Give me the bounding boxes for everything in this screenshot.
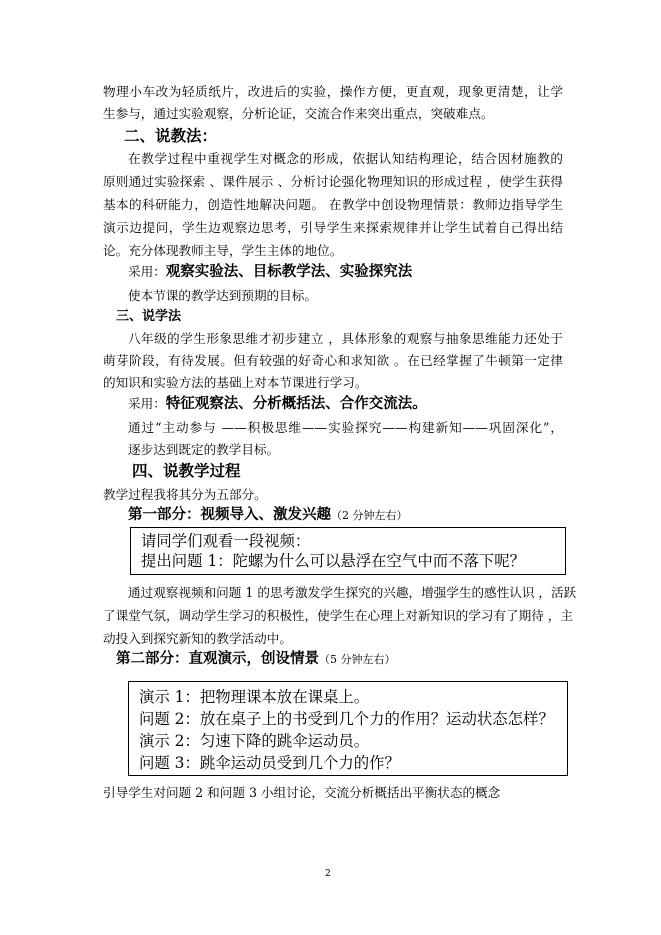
part1-title-line bbox=[128, 507, 588, 524]
part2-time: （5 分钟左右） bbox=[319, 653, 396, 666]
part2-box-line-1: 演示 1：把物理课本放在课桌上。 bbox=[139, 688, 370, 706]
page-number: 2 bbox=[325, 869, 331, 879]
part2-box-line-4: 问题 3：跳伞运动员受到几个力的作？ bbox=[139, 754, 400, 772]
section3-method-prefix: 采用： bbox=[128, 396, 166, 411]
part2-title: 第二部分：直观演示，创设情景 bbox=[116, 650, 319, 667]
part1-box-line-2: 提出问题 1：陀螺为什么可以悬浮在空气中而不落下呢？ bbox=[141, 552, 526, 570]
intro-line-2: 生参与，通过实验观察，分析论证，交流合作来突出重点，突破难点。 bbox=[103, 106, 494, 121]
section2-line-2: 原则通过实验探索 、课件展示 、分析讨论强化物理知识的形成过程 ，使学生获得 bbox=[103, 174, 563, 189]
part1-box bbox=[130, 527, 566, 575]
section4-heading: 四、说教学过程 bbox=[132, 461, 241, 480]
part1-time: （2 分钟左右） bbox=[331, 509, 408, 522]
section3-line-1: 八年级的学生形象思维才初步建立 ，具体形象的观察与抽象思维能力还处于 bbox=[128, 331, 563, 346]
section3-through-1: 通过“主动参与 ——积极思维——实验探究——构建新知——巩固深化”， bbox=[128, 420, 563, 435]
section3-heading: 三、说学法 bbox=[116, 309, 182, 324]
part2-after: 引导学生对问题 2 和问题 3 小组讨论，交流分析概括出平衡状态的概念 bbox=[103, 785, 501, 800]
section2-method bbox=[128, 264, 588, 280]
section2-line-1: 在教学过程中重视学生对概念的形成，依据认知结构理论，结合因材施教的 bbox=[128, 151, 563, 166]
part1-box-line-1: 请同学们观看一段视频： bbox=[141, 532, 311, 550]
section2-line-4: 演示边提问，学生边观察边思考，引导学生来探索规律并让学生试着自己得出结 bbox=[103, 220, 563, 235]
section2-line-5: 论。充分体现教师主导，学生主体的地位。 bbox=[103, 243, 343, 258]
section3-method-names: 特征观察法、分析概括法、合作交流法。 bbox=[165, 395, 427, 412]
section2-method-names: 观察实验法、目标教学法、实验探究法 bbox=[165, 263, 413, 280]
section4-intro: 教学过程我将其分为五部分。 bbox=[103, 487, 267, 502]
section2-line-3: 基本的科研能力，创造性地解决问题。 在教学中创设物理情景：教师边指导学生 bbox=[103, 197, 563, 212]
intro-line-1: 物理小车改为轻质纸片，改进后的实验，操作方便，更直观，现象更清楚，让学 bbox=[103, 84, 563, 99]
section3-method bbox=[128, 396, 588, 412]
part2-box-line-2: 问题 2：放在桌子上的书受到几个力的作用？运动状态怎样？ bbox=[139, 710, 554, 728]
part1-title: 第一部分：视频导入、激发兴趣 bbox=[128, 506, 331, 523]
section2-result: 使本节课的教学达到预期的目标。 bbox=[128, 288, 317, 303]
section3-through-2: 逐步达到既定的教学目标。 bbox=[128, 442, 280, 457]
section3-line-3: 的知识和实验方法的基础上对本节课进行学习。 bbox=[103, 375, 368, 390]
section2-heading: 二、说教法： bbox=[124, 126, 218, 145]
part1-para-2: 了课堂气氛，调动学生学习的积极性，使学生在心理上对新知识的学习有了期待 ，主 bbox=[103, 608, 573, 623]
section2-method-prefix: 采用： bbox=[128, 264, 166, 279]
part2-box-line-3: 演示 2：匀速下降的跳伞运动员。 bbox=[139, 732, 370, 750]
part1-para-3: 动投入到探究新知的教学活动中。 bbox=[103, 631, 292, 646]
section3-line-2: 萌芽阶段，有待发展。但有较强的好奇心和求知欲 。在已经掌握了牛顿第一定律 bbox=[103, 353, 563, 368]
part2-title-line bbox=[116, 651, 576, 668]
part1-para-1: 通过观察视频和问题 1 的思考激发学生探究的兴趣，增强学生的感性认识 ，活跃 bbox=[128, 585, 577, 600]
part2-box bbox=[128, 681, 568, 776]
